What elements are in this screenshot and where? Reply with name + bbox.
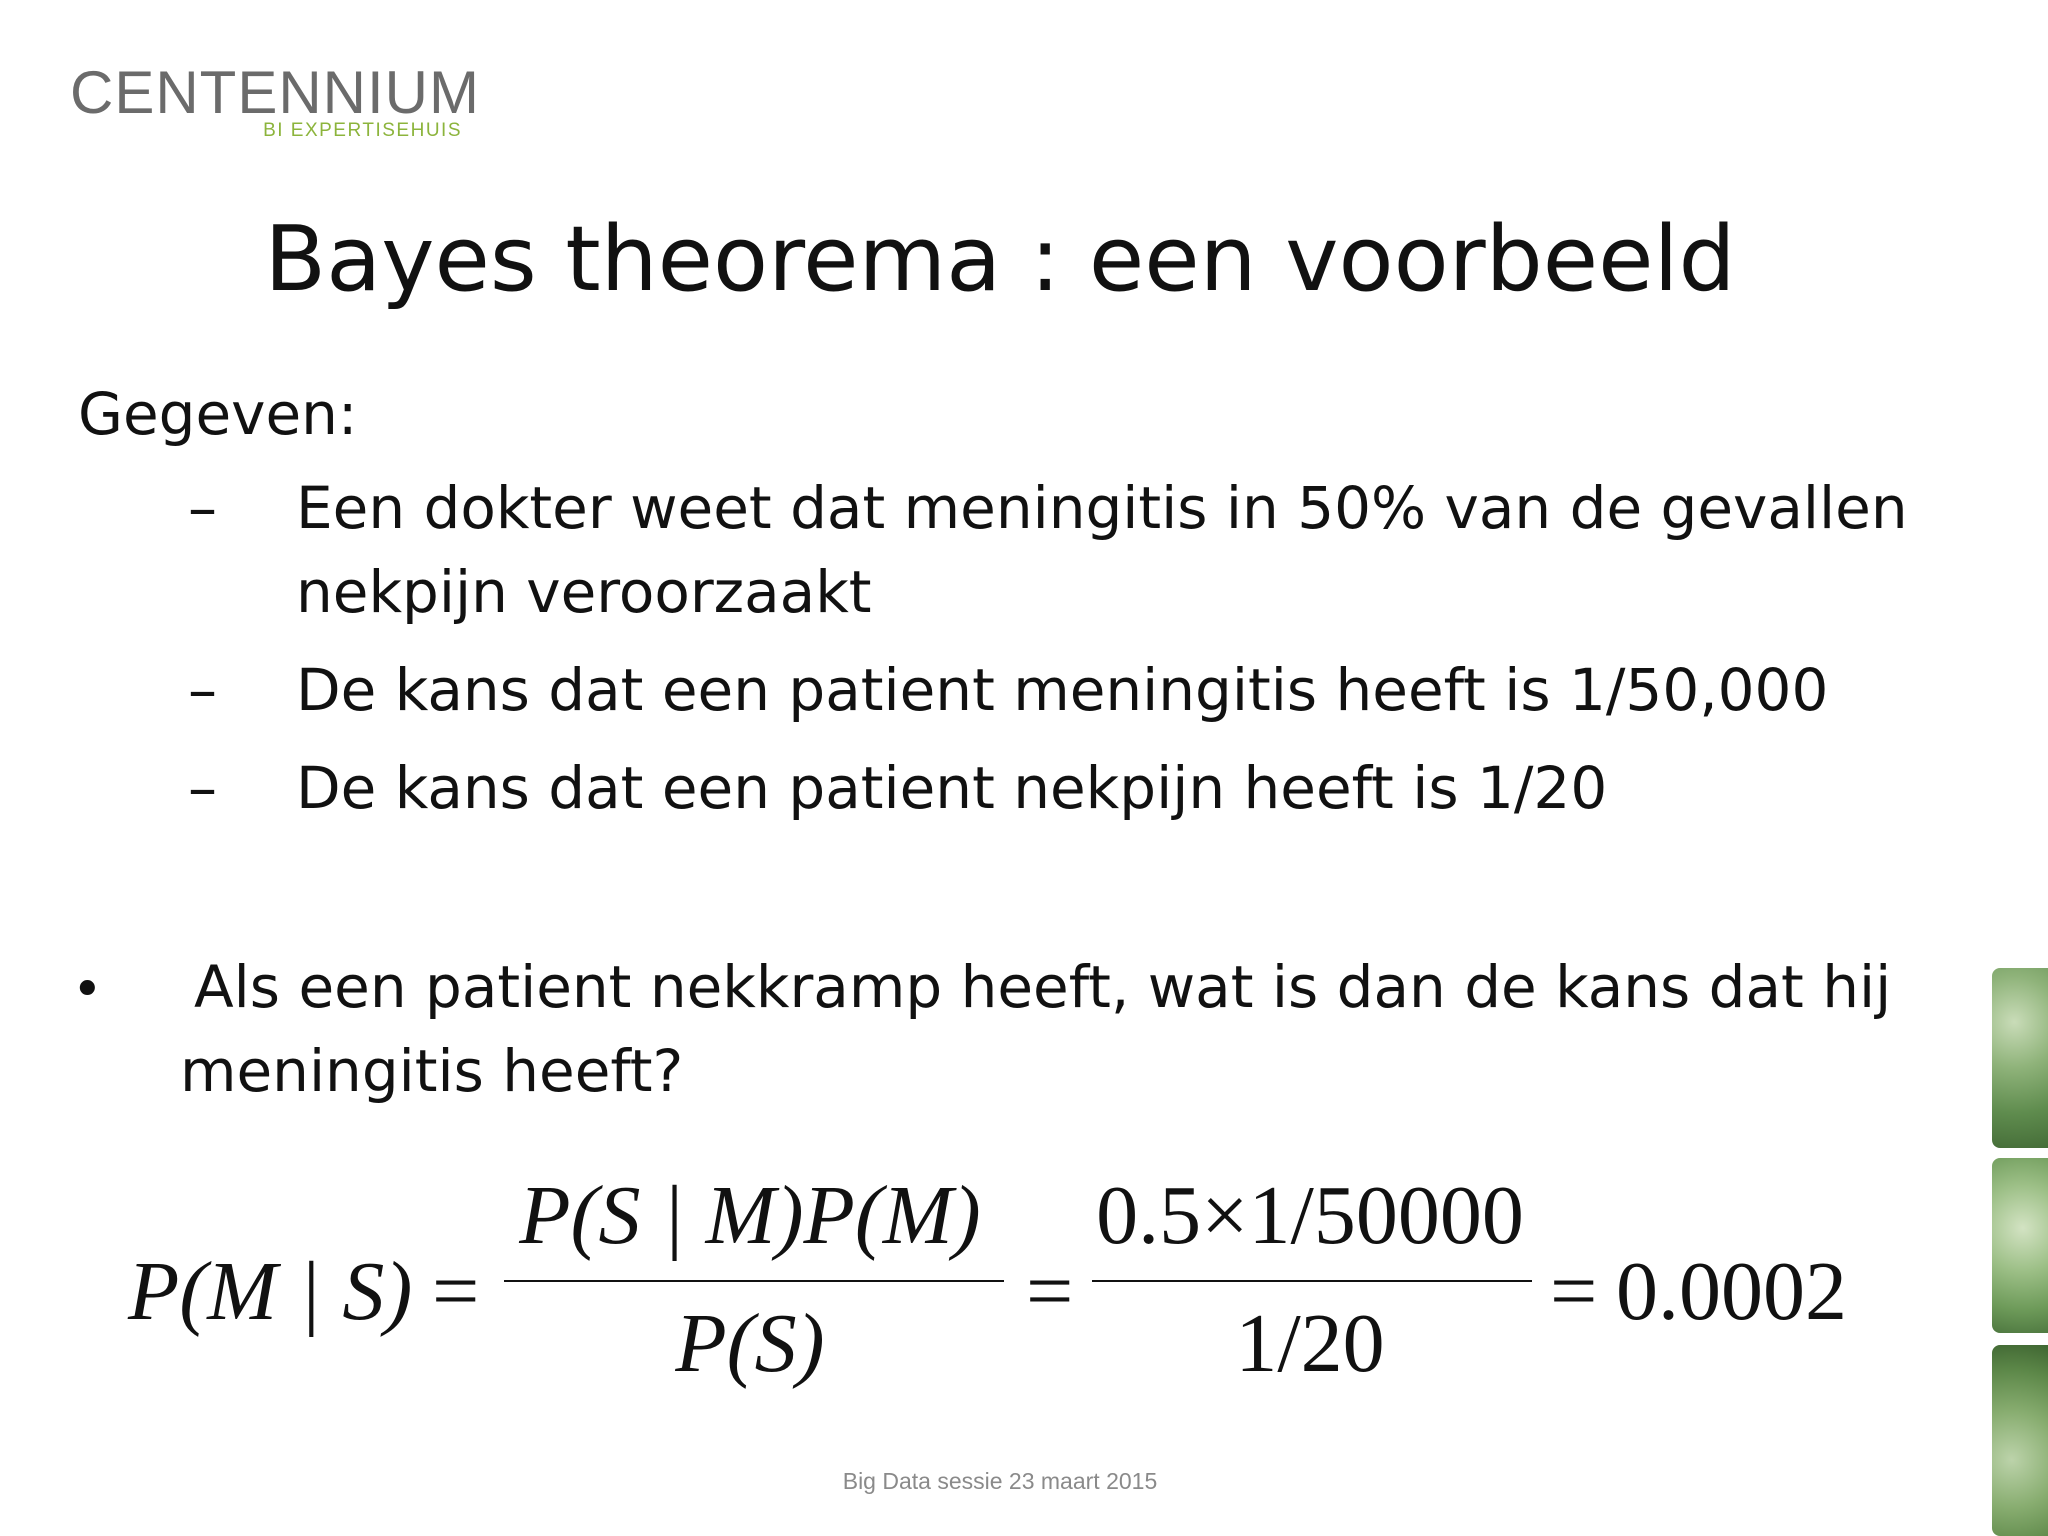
- question-line: meningitis heeft?: [180, 1037, 684, 1105]
- list-item-text: Een dokter weet dat meningitis in 50% van de gevallen: [296, 474, 1908, 542]
- given-label: Gegeven:: [78, 380, 358, 448]
- decorative-leaf-image: [1992, 1158, 2048, 1333]
- bullet-marker: •: [72, 960, 103, 1020]
- question-line: Als een patient nekkramp heeft, wat is dan de kans dat hij: [194, 953, 1892, 1021]
- dash-marker: –: [188, 754, 217, 822]
- dash-marker: –: [188, 656, 217, 724]
- list-item-text: De kans dat een patient meningitis heeft is 1/50,000: [296, 656, 1829, 724]
- formula-result: 0.0002: [1616, 1245, 1847, 1338]
- bayes-formula: [120, 1170, 1880, 1410]
- decorative-leaf-image: [1992, 968, 2048, 1148]
- slide-title: Bayes theorema : een voorbeeld: [264, 207, 1736, 312]
- fraction1-numerator: P(S | M)P(M): [519, 1169, 981, 1262]
- fraction1-bar: [504, 1280, 1004, 1282]
- question-text: [180, 945, 1892, 1113]
- formula-equals: =: [1026, 1245, 1074, 1338]
- formula-equals: =: [432, 1245, 480, 1338]
- formula-equals: =: [1550, 1245, 1598, 1338]
- list-item-text: De kans dat een patient nekpijn heeft is 1/20: [296, 754, 1608, 822]
- dash-marker: –: [188, 474, 217, 542]
- fraction2-bar: [1092, 1280, 1532, 1282]
- list-item-text: nekpijn veroorzaakt: [296, 558, 872, 626]
- fraction2-numerator: 0.5×1/50000: [1096, 1169, 1524, 1262]
- decorative-leaf-image: [1992, 1345, 2048, 1536]
- centennium-logo: [70, 58, 480, 148]
- footer-text: Big Data sessie 23 maart 2015: [842, 1468, 1158, 1494]
- fraction1-denominator: P(S): [675, 1297, 825, 1390]
- formula-lhs: P(M | S): [128, 1245, 413, 1338]
- logo-tagline: BI EXPERTISEHUIS: [263, 120, 462, 141]
- fraction2-denominator: 1/20: [1235, 1297, 1385, 1390]
- logo-name: CENTENNIUM: [70, 59, 480, 126]
